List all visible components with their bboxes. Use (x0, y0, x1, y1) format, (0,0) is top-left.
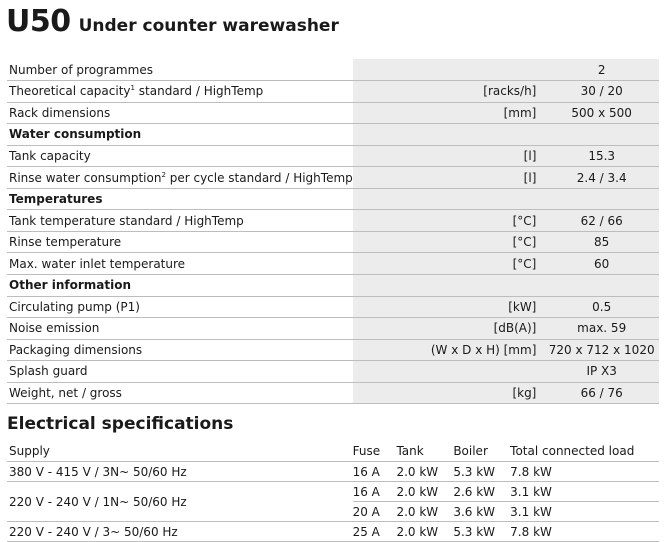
boiler-cell: 2.6 kW (453, 482, 510, 502)
supply-cell: 380 V - 415 V / 3N~ 50/60 Hz (7, 462, 353, 482)
spec-unit: [l] (353, 167, 545, 189)
col-header-boiler: Boiler (453, 441, 510, 462)
total-cell: 3.1 kW (510, 482, 659, 502)
section-header (7, 188, 659, 210)
col-header-supply: Supply (7, 441, 353, 462)
fuse-cell: 16 A (353, 462, 397, 482)
tank-cell: 2.0 kW (396, 522, 453, 542)
boiler-cell: 3.6 kW (453, 502, 510, 522)
spec-value: 2 (544, 59, 659, 81)
footnote-marker: 2 (161, 170, 166, 179)
fuse-cell: 25 A (353, 522, 397, 542)
spec-row (7, 382, 659, 404)
spec-row (7, 81, 659, 103)
spec-label: Weight, net / gross (7, 382, 353, 404)
spec-label: Max. water inlet temperature (7, 253, 353, 275)
spec-value: 0.5 (544, 296, 659, 318)
spec-row (7, 167, 659, 189)
tank-cell: 2.0 kW (396, 482, 453, 502)
spec-value: 2.4 / 3.4 (544, 167, 659, 189)
section-title: Other information (7, 274, 353, 296)
spec-label: Theoretical capacity$^1$ standard / HighTemp (7, 81, 353, 103)
spec-row (7, 318, 659, 340)
spec-label: Tank capacity (7, 145, 353, 167)
spec-label: Number of programmes (7, 59, 353, 81)
spec-row (7, 59, 659, 81)
spec-value: IP X3 (544, 361, 659, 383)
tank-cell: 2.0 kW (396, 502, 453, 522)
electrical-section-title: Electrical specifications (7, 414, 234, 434)
boiler-cell: 5.3 kW (453, 462, 510, 482)
footnote-marker: 1 (130, 84, 135, 93)
spec-unit: [°C] (353, 253, 545, 275)
fuse-cell: 20 A (353, 502, 397, 522)
spec-value: 500 x 500 (544, 102, 659, 124)
model-name: U50 (6, 4, 71, 39)
spec-value: 66 / 76 (544, 382, 659, 404)
boiler-cell: 5.3 kW (453, 522, 510, 542)
spec-unit: [°C] (353, 231, 545, 253)
section-header (7, 274, 659, 296)
spec-unit: [°C] (353, 210, 545, 232)
spec-value: 30 / 20 (544, 81, 659, 103)
spec-row (7, 231, 659, 253)
col-header-total: Total connected load (510, 441, 659, 462)
spec-unit: [racks/h] (353, 81, 545, 103)
spec-value: 62 / 66 (544, 210, 659, 232)
spec-value: 720 x 712 x 1020 (544, 339, 659, 361)
supply-cell: 220 V - 240 V / 3~ 50/60 Hz (7, 522, 353, 542)
total-cell: 7.8 kW (510, 522, 659, 542)
spec-row (7, 296, 659, 318)
spec-value: max. 59 (544, 318, 659, 340)
fuse-cell: 16 A (353, 482, 397, 502)
table-row (7, 462, 659, 482)
spec-value: 15.3 (544, 145, 659, 167)
spec-unit: [kW] (353, 296, 545, 318)
product-subtitle: Under counter warewasher (78, 16, 339, 36)
col-header-tank: Tank (396, 441, 453, 462)
total-cell: 7.8 kW (510, 462, 659, 482)
spec-label: Circulating pump (P1) (7, 296, 353, 318)
section-header (7, 124, 659, 146)
col-header-fuse: Fuse (353, 441, 397, 462)
spec-label: Rack dimensions (7, 102, 353, 124)
spec-label: Packaging dimensions (7, 339, 353, 361)
spec-label: Noise emission (7, 318, 353, 340)
spec-unit: [mm] (353, 102, 545, 124)
spec-row (7, 339, 659, 361)
page-title (6, 4, 339, 44)
electrical-header-row (7, 441, 659, 462)
spec-unit: (W x D x H) [mm] (353, 339, 545, 361)
spec-row (7, 210, 659, 232)
spec-unit: [dB(A)] (353, 318, 545, 340)
spec-unit (353, 59, 545, 81)
spec-row (7, 102, 659, 124)
spec-value: 60 (544, 253, 659, 275)
spec-label: Rinse temperature (7, 231, 353, 253)
spec-label: Tank temperature standard / HighTemp (7, 210, 353, 232)
spec-value: 85 (544, 231, 659, 253)
spec-label: Splash guard (7, 361, 353, 383)
spec-table (7, 59, 659, 404)
tank-cell: 2.0 kW (396, 462, 453, 482)
spec-label: Rinse water consumption$^2$ per cycle standard / HighTemp (7, 167, 353, 189)
spec-row (7, 145, 659, 167)
table-row (7, 482, 659, 502)
total-cell: 3.1 kW (510, 502, 659, 522)
spec-unit: [kg] (353, 382, 545, 404)
section-title: Temperatures (7, 188, 353, 210)
section-title: Water consumption (7, 124, 353, 146)
spec-row (7, 361, 659, 383)
supply-cell: 220 V - 240 V / 1N~ 50/60 Hz (7, 482, 353, 522)
spec-unit: [l] (353, 145, 545, 167)
electrical-table (7, 441, 659, 542)
spec-unit (353, 361, 545, 383)
spec-row (7, 253, 659, 275)
